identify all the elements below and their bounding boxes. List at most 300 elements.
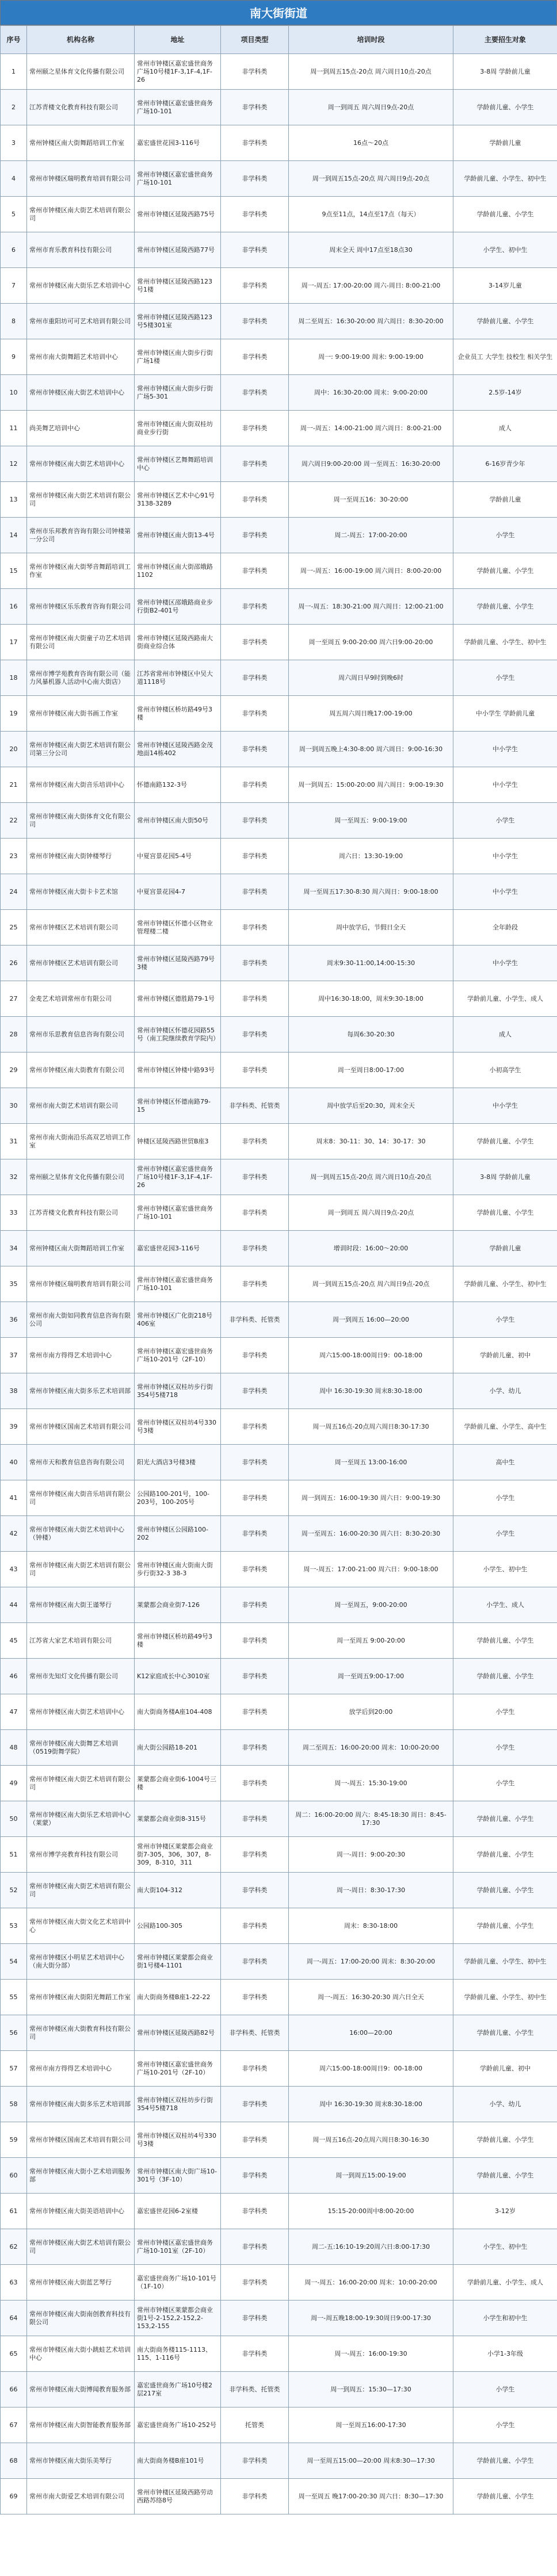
cell-index: 39	[1, 1409, 27, 1445]
cell-address: 常州市钟楼区南大街步行街广场5-301	[135, 375, 221, 411]
cell-type: 非学科类	[221, 518, 289, 553]
cell-type: 非学科类	[221, 2051, 289, 2087]
cell-address: 南大街商务楼A座104-408	[135, 1694, 221, 1730]
cell-type: 非学科类	[221, 2301, 289, 2336]
cell-name: 常州市南大街舞蹈艺术培训中心	[27, 339, 135, 375]
cell-name: 常州市钟楼区南大街艺术培训有限公司	[27, 1766, 135, 1801]
cell-type: 非学科类	[221, 197, 289, 232]
cell-target: 3-12岁	[453, 2194, 557, 2229]
cell-type: 非学科类、托管类	[221, 1088, 289, 1124]
page-title: 南大街街道	[0, 0, 557, 25]
cell-index: 9	[1, 339, 27, 375]
cell-type: 非学科类	[221, 482, 289, 518]
cell-type: 非学科类	[221, 2229, 289, 2265]
cell-time: 周一至周五 13:00-16:00	[289, 1445, 453, 1480]
cell-time: 周一到周五15点-20点 周六周日10点-20点	[289, 1159, 453, 1195]
cell-address: 常州市钟楼区邵娥路商业步行街B2-401号	[135, 589, 221, 625]
cell-time: 周六15:00-18:00周日9：00-18:00	[289, 2051, 453, 2087]
cell-address: 常州市钟楼区嘉宏盛世商务广场10号楼1F-3,1F-4,1F-26	[135, 54, 221, 90]
cell-index: 69	[1, 2479, 27, 2514]
cell-time: 周一-周五：16:30-20:30 周六日全天	[289, 1980, 453, 2015]
cell-time: 周一到周五 周六周日9点-20点	[289, 90, 453, 125]
cell-index: 35	[1, 1266, 27, 1302]
cell-target: 小学生、初中生	[453, 1552, 557, 1587]
cell-address: 常州市钟楼区延陵西路75号	[135, 197, 221, 232]
cell-target: 成人	[453, 411, 557, 446]
table-row	[1, 1659, 557, 1694]
cell-type: 非学科类	[221, 411, 289, 446]
cell-index: 14	[1, 518, 27, 553]
cell-time: 周一到周五：15:30—17:30	[289, 2372, 453, 2407]
cell-address: 嘉宏盛世花园6-2室楼	[135, 2194, 221, 2229]
cell-index: 32	[1, 1159, 27, 1195]
cell-name: 常州市南大街爱艺术培训有限公司	[27, 2479, 135, 2514]
cell-time: 周一至周五：9:00-19:00	[289, 803, 453, 839]
table-row	[1, 1480, 557, 1516]
cell-index: 63	[1, 2265, 27, 2301]
cell-address: 常州市钟楼区延陵西路劳动西路苏络8号	[135, 2479, 221, 2514]
cell-time: 周一到周五：16:00-19:30 周六日：9:00-19:30	[289, 1480, 453, 1516]
cell-address: 嘉宏盛世商务广场10号楼2层217室	[135, 2372, 221, 2407]
cell-name: 金麦艺术培训常州市有限公司	[27, 981, 135, 1017]
cell-index: 17	[1, 625, 27, 660]
cell-target: 学龄前儿童、小学生	[453, 1908, 557, 1944]
table-row	[1, 411, 557, 446]
cell-index: 30	[1, 1088, 27, 1124]
cell-name: 常州市钟楼区南大街博闻教育服务部	[27, 2372, 135, 2407]
table-row	[1, 1159, 557, 1195]
cell-index: 37	[1, 1338, 27, 1373]
table-row	[1, 197, 557, 232]
cell-time: 周一到周五15点-20点 周六周日9点-20点	[289, 161, 453, 197]
cell-time: 周一到周五：15:00-20:00 周六周日：9:00-19:30	[289, 767, 453, 803]
cell-target: 3-14岁儿童	[453, 268, 557, 304]
cell-name: 常州市钟楼区南大街艺术培训有限公司	[27, 482, 135, 518]
table-row	[1, 482, 557, 518]
table-row	[1, 2407, 557, 2443]
cell-name: 常州市钟楼区南大街艺术培训有限公司第三分公司	[27, 732, 135, 767]
cell-name: 常州市钟楼区南大街阳光舞蹈工作室	[27, 1980, 135, 2015]
table-row	[1, 2051, 557, 2087]
cell-index: 50	[1, 1801, 27, 1837]
table-row	[1, 1801, 557, 1837]
cell-address: 常州市钟楼区怀德南路79-15	[135, 1088, 221, 1124]
cell-time: 周一到周五15点-20点 周六周日10点-20点	[289, 54, 453, 90]
cell-name: 常州市钟楼区南大街小艺术培训服务部	[27, 2158, 135, 2194]
cell-time: 周一周五16点-20点周六周日8:30-16:30	[289, 2122, 453, 2158]
cell-type: 非学科类	[221, 1338, 289, 1373]
cell-index: 22	[1, 803, 27, 839]
cell-time: 周六周日9:00-20:00 周一至周五：16:30-20:00	[289, 446, 453, 482]
cell-name: 常州市南大街南沿乐高双艺培训工作室	[27, 1124, 135, 1159]
cell-address: 阳光大酒店3号楼3楼	[135, 1445, 221, 1480]
cell-type: 非学科类	[221, 874, 289, 910]
cell-index: 27	[1, 981, 27, 1017]
cell-address: 常州市钟楼区艺舞舞蹈培训中心	[135, 446, 221, 482]
cell-time: 周中放学后至20:30，周末全天	[289, 1088, 453, 1124]
cell-index: 18	[1, 660, 27, 696]
table-row	[1, 2479, 557, 2514]
cell-index: 49	[1, 1766, 27, 1801]
cell-target: 学龄前儿童、初中	[453, 1338, 557, 1373]
table-row	[1, 874, 557, 910]
cell-index: 31	[1, 1124, 27, 1159]
table-row	[1, 660, 557, 696]
cell-type: 非学科类	[221, 2087, 289, 2122]
cell-type: 非学科类	[221, 161, 289, 197]
cell-time: 周六日：13:30-19:00	[289, 839, 453, 874]
cell-target: 学龄前儿童、小学生、初中生	[453, 625, 557, 660]
cell-address: 中夏宫景花园4-7	[135, 874, 221, 910]
cell-name: 常州市钟楼区瑞明教育培训有限公司	[27, 161, 135, 197]
cell-name: 常州市钟楼区瑞明教育培训有限公司	[27, 1266, 135, 1302]
cell-type: 非学科类	[221, 1159, 289, 1195]
cell-name: 常州市钟楼区南大街智能教育服务部	[27, 2407, 135, 2443]
table-row	[1, 1730, 557, 1766]
table-row	[1, 1124, 557, 1159]
table-row	[1, 981, 557, 1017]
table-header-row	[1, 26, 557, 54]
cell-target: 中小学生	[453, 839, 557, 874]
cell-target: 小学生	[453, 1480, 557, 1516]
cell-index: 56	[1, 2015, 27, 2051]
cell-type: 非学科类	[221, 660, 289, 696]
cell-address: 嘉宏盛世花园3-116号	[135, 125, 221, 161]
cell-name: 常州市重阳坊可可艺术培训有限公司	[27, 304, 135, 339]
cell-index: 8	[1, 304, 27, 339]
cell-address: 常州市钟楼区艺术中心91号3138-3289	[135, 482, 221, 518]
cell-target: 全年龄段	[453, 910, 557, 946]
cell-time: 16点～20点	[289, 125, 453, 161]
cell-index: 34	[1, 1231, 27, 1266]
table-row	[1, 518, 557, 553]
cell-target: 学龄前儿童、小学生	[453, 304, 557, 339]
cell-address: 常州市钟楼区南大街步行街广场1楼	[135, 339, 221, 375]
cell-address: 常州市钟楼区双桂坊步行街354号5楼718	[135, 1373, 221, 1409]
cell-type: 非学科类	[221, 1908, 289, 1944]
cell-type: 非学科类	[221, 803, 289, 839]
cell-time: 周一-周五：16:00-20:00 周末：10:00-20:00	[289, 2265, 453, 2301]
cell-time: 周中放学后，节假日全天	[289, 910, 453, 946]
cell-type: 非学科类	[221, 767, 289, 803]
cell-time: 周中 16:30-19:30 周末8:30-18:00	[289, 2087, 453, 2122]
cell-time: 周末8：30-11：30、14：30-17：30	[289, 1124, 453, 1159]
cell-name: 常州市钟楼区小明星艺术培训中心（南大街分部）	[27, 1944, 135, 1980]
table-row	[1, 375, 557, 411]
cell-name: 常州市钟楼区南大街蓝艺琴行	[27, 2265, 135, 2301]
cell-name: 常州市钟楼区南大街乐艺术培训中心	[27, 268, 135, 304]
table-row	[1, 696, 557, 732]
cell-target: 小学生、成人	[453, 1587, 557, 1623]
cell-type: 非学科类	[221, 1659, 289, 1694]
cell-index: 44	[1, 1587, 27, 1623]
cell-target: 中小学生	[453, 1088, 557, 1124]
cell-index: 3	[1, 125, 27, 161]
cell-target: 学龄前儿童、小学生	[453, 2122, 557, 2158]
cell-address: 南大街商务楼B座1-22-22	[135, 1980, 221, 2015]
cell-address: 钟楼区延陵西路世贸B座3	[135, 1124, 221, 1159]
cell-time: 周一-周五：17:00-21:00 周六日：9:00-18:00	[289, 1552, 453, 1587]
cell-name: 常州颐之星体育文化传播有限公司	[27, 54, 135, 90]
cell-target: 中小学生	[453, 874, 557, 910]
cell-target: 学龄前儿童、小学生	[453, 2479, 557, 2514]
table-row	[1, 1195, 557, 1231]
cell-index: 68	[1, 2443, 27, 2479]
cell-target: 3-8周 学龄前儿童	[453, 54, 557, 90]
cell-name: 常州市钟楼区南大街艺术培训有限公司	[27, 1552, 135, 1587]
table-row	[1, 2087, 557, 2122]
cell-name: 常州市钟楼区南大街体育文化有限公司	[27, 803, 135, 839]
cell-target: 小初高学生	[453, 1052, 557, 1088]
cell-name: 常州市钟楼区南大街乐美琴行	[27, 2443, 135, 2479]
header-address: 地址	[135, 26, 221, 54]
cell-name: 常州市钟楼区南大街教育科技有限公司	[27, 2015, 135, 2051]
table-row	[1, 2229, 557, 2265]
cell-index: 33	[1, 1195, 27, 1231]
cell-target: 小学、幼儿	[453, 2087, 557, 2122]
cell-name: 常州市钟楼区南大街小跳蛙艺术培训中心	[27, 2336, 135, 2372]
cell-type: 非学科类	[221, 2158, 289, 2194]
cell-address: 常州市钟楼区南大街邵娥路1102	[135, 553, 221, 589]
cell-target: 学龄前儿童、小学生、初中生	[453, 1944, 557, 1980]
cell-target: 学龄前儿童、小学生	[453, 90, 557, 125]
cell-target: 学龄前儿童、小学生	[453, 1801, 557, 1837]
cell-time: 周一-周五：16:00-19:30	[289, 2336, 453, 2372]
cell-address: 嘉宏盛世花园3-116号	[135, 1231, 221, 1266]
cell-target: 中小学生 学龄前儿童	[453, 696, 557, 732]
table-row	[1, 625, 557, 660]
table-row	[1, 553, 557, 589]
table-row	[1, 910, 557, 946]
cell-type: 非学科类	[221, 1195, 289, 1231]
cell-index: 21	[1, 767, 27, 803]
cell-time: 9点至11点，14点至17点（每天）	[289, 197, 453, 232]
cell-target: 学龄前儿童、小学生	[453, 197, 557, 232]
table-row	[1, 2158, 557, 2194]
cell-address: 常州市钟楼区南大街广场10-301号（3F-10）	[135, 2158, 221, 2194]
cell-address: 南大街商务楼115-1113、115、1-116号	[135, 2336, 221, 2372]
cell-name: 常州市钟楼区南大街音乐培训中心	[27, 767, 135, 803]
cell-target: 高中生	[453, 1445, 557, 1480]
cell-target: 小学生和初中生	[453, 2301, 557, 2336]
cell-name: 常州市钟楼区南大街南创教育科技有限公司	[27, 2301, 135, 2336]
cell-time: 周六15:00-18:00周日9：00-18:00	[289, 1338, 453, 1373]
cell-name: 常州钟楼区南大街舞蹈培训工作室	[27, 1231, 135, 1266]
cell-time: 周一到周五晚上4:30-8:00 周六周日：9:00-16:30	[289, 732, 453, 767]
cell-time: 周中 16:30-19:30 周末8:30-18:00	[289, 1373, 453, 1409]
cell-target: 学龄前儿童、小学生、初中生	[453, 1266, 557, 1302]
cell-type: 非学科类	[221, 1944, 289, 1980]
cell-index: 59	[1, 2122, 27, 2158]
table-row	[1, 2265, 557, 2301]
table-row	[1, 1409, 557, 1445]
cell-time: 周一到周五15:00-19:00	[289, 2158, 453, 2194]
cell-target: 小学生、初中生	[453, 2229, 557, 2265]
cell-time: 周一至周五 9:00-20:00	[289, 1623, 453, 1659]
cell-target: 学龄前儿童	[453, 482, 557, 518]
cell-type: 非学科类、托管类	[221, 1302, 289, 1338]
header-target: 主要招生对象	[453, 26, 557, 54]
cell-target: 学龄前儿童、小学生、成人	[453, 2265, 557, 2301]
cell-target: 3-8周 学龄前儿童	[453, 1159, 557, 1195]
cell-name: 常州市钟楼区南大街艺术培训中心	[27, 446, 135, 482]
cell-name: 常州市钟楼区南大街音乐培训有限公司	[27, 1480, 135, 1516]
cell-target: 企业员工 大学生 技校生 相关学生	[453, 339, 557, 375]
cell-index: 20	[1, 732, 27, 767]
cell-time: 周末：8:30-18:00	[289, 1908, 453, 1944]
table-row	[1, 946, 557, 981]
cell-target: 小学生	[453, 803, 557, 839]
cell-type: 非学科类	[221, 125, 289, 161]
institutions-table	[0, 25, 557, 2514]
cell-time: 周一到周五15点-20点 周六周日9点-20点	[289, 1266, 453, 1302]
table-row	[1, 1088, 557, 1124]
cell-index: 40	[1, 1445, 27, 1480]
cell-index: 47	[1, 1694, 27, 1730]
table-row	[1, 1623, 557, 1659]
cell-type: 非学科类	[221, 696, 289, 732]
table-row	[1, 1373, 557, 1409]
cell-type: 非学科类	[221, 339, 289, 375]
cell-type: 非学科类	[221, 304, 289, 339]
cell-address: 常州市钟楼区延陵西路79号3楼	[135, 946, 221, 981]
cell-address: 常州市钟楼区南大街南大街步行街32-3 38-3	[135, 1552, 221, 1587]
cell-name: 常州市钟楼区乐乐教育咨询有限公司	[27, 589, 135, 625]
cell-index: 67	[1, 2407, 27, 2443]
cell-time: 周一至周五，9:00-20:00	[289, 1587, 453, 1623]
cell-address: 嘉宏盛世商务广场10-252号	[135, 2407, 221, 2443]
cell-address: 常州市钟楼区莱蒙都会商业街1号楼4-1101	[135, 1944, 221, 1980]
cell-time: 周中16:30-18:00，周末9:30-18:00	[289, 981, 453, 1017]
cell-name: 常州市钟楼区南大街乐艺术培训中心（莱蒙）	[27, 1801, 135, 1837]
cell-address: 常州市钟楼区德胜路79-1号	[135, 981, 221, 1017]
table-row	[1, 1338, 557, 1373]
cell-index: 7	[1, 268, 27, 304]
cell-address: 南大街公园路18-201	[135, 1730, 221, 1766]
table-row	[1, 1873, 557, 1908]
cell-time: 周一-周五：17:00-20:00 周末：8:30-20:00	[289, 1944, 453, 1980]
cell-name: 常州市钟楼区南大街艺术培训有限公司	[27, 2229, 135, 2265]
table-row	[1, 732, 557, 767]
cell-type: 非学科类	[221, 90, 289, 125]
cell-target: 小学生、初中生	[453, 232, 557, 268]
cell-name: 常州市钟楼区南大街美语培训中心	[27, 2194, 135, 2229]
table-row	[1, 1052, 557, 1088]
cell-type: 非学科类	[221, 1552, 289, 1587]
cell-time: 周一至周日8:00-17:00	[289, 1052, 453, 1088]
cell-target: 学龄前儿童、小学生	[453, 1659, 557, 1694]
cell-address: 常州市钟楼区延陵西路南大街商业综合体	[135, 625, 221, 660]
cell-index: 15	[1, 553, 27, 589]
cell-name: 常州市育乐教育科技有限公司	[27, 232, 135, 268]
cell-index: 66	[1, 2372, 27, 2407]
cell-time: 周末9:30-11:00,14:00-15:30	[289, 946, 453, 981]
table-row	[1, 2336, 557, 2372]
cell-name: 常州市钟楼区南大街舞艺术培训（0519街舞学院）	[27, 1730, 135, 1766]
cell-type: 非学科类	[221, 1266, 289, 1302]
cell-time: 周一-周日：9:00-20:30	[289, 1837, 453, 1873]
table-body	[1, 54, 557, 2514]
cell-name: 江苏青楼文化教育科技有限公司	[27, 90, 135, 125]
cell-index: 10	[1, 375, 27, 411]
cell-time: 15:15-20:00周中8:00-20:00	[289, 2194, 453, 2229]
cell-name: 常州市南方得得艺术培训中心	[27, 2051, 135, 2087]
cell-time: 16:00—20:00	[289, 2015, 453, 2051]
cell-address: 怀德南路132-3号	[135, 767, 221, 803]
cell-name: 常州市天和教育信息咨询有限公司	[27, 1445, 135, 1480]
cell-time: 周二：16:00-20:00 周六：8:45-18:30 周日：8:45-17:30	[289, 1801, 453, 1837]
table-row	[1, 1908, 557, 1944]
cell-time: 周五周六周日晚17:00-19:00	[289, 696, 453, 732]
cell-name: 江苏青楼文化教育科技有限公司	[27, 1195, 135, 1231]
cell-target: 学龄前儿童	[453, 125, 557, 161]
cell-type: 非学科类	[221, 1124, 289, 1159]
cell-name: 常州市钟楼区南大街艺术培训中心（钟楼）	[27, 1516, 135, 1552]
cell-name: 常州市钟楼区南大街多乐艺术培训部	[27, 2087, 135, 2122]
cell-time: 周一至周五 9:00-20:00 周六日9:00-20:00	[289, 625, 453, 660]
cell-address: 江苏省常州市钟楼区中吴大道1118号	[135, 660, 221, 696]
table-row	[1, 161, 557, 197]
table-row	[1, 1980, 557, 2015]
cell-type: 非学科类	[221, 1766, 289, 1801]
cell-name: 常州市钟楼区国南艺术培训有限公司	[27, 1409, 135, 1445]
cell-time: 周一至周五17:30-8:30 周六周日：9:00-18:00	[289, 874, 453, 910]
cell-type: 非学科类	[221, 1980, 289, 2015]
cell-index: 46	[1, 1659, 27, 1694]
cell-type: 非学科类	[221, 1623, 289, 1659]
cell-index: 58	[1, 2087, 27, 2122]
cell-address: 常州市钟楼区延陵西路金茂地面14栋402	[135, 732, 221, 767]
cell-address: 常州市钟楼区南大街13-4号	[135, 518, 221, 553]
cell-target: 学龄前儿童、小学生、初中生	[453, 1980, 557, 2015]
table-row	[1, 1944, 557, 1980]
table-row	[1, 1231, 557, 1266]
cell-name: 常州钟楼区南大街舞蹈培训工作室	[27, 125, 135, 161]
cell-address: 常州市钟楼区嘉宏盛世商务广场10号楼1F-3,1F-4,1F-26	[135, 1159, 221, 1195]
cell-name: 常州市乐思教育信息咨询有限公司	[27, 1017, 135, 1052]
cell-index: 64	[1, 2301, 27, 2336]
cell-address: 常州市钟楼区怀德小区物业管理楼二楼	[135, 910, 221, 946]
cell-index: 24	[1, 874, 27, 910]
table-row	[1, 1694, 557, 1730]
cell-type: 非学科类	[221, 232, 289, 268]
table-row	[1, 767, 557, 803]
cell-address: 嘉宏盛世商务广场10-101号（1F-10）	[135, 2265, 221, 2301]
cell-time: 周一周五16点-20点周六周日8:30-17:30	[289, 1409, 453, 1445]
cell-index: 5	[1, 197, 27, 232]
cell-address: 常州市钟楼区莱蒙都会商业街7-305，306，307，8-309，8-310，311	[135, 1837, 221, 1873]
cell-type: 非学科类	[221, 1694, 289, 1730]
cell-type: 非学科类	[221, 2194, 289, 2229]
cell-time: 放学后到20:00	[289, 1694, 453, 1730]
table-row	[1, 2443, 557, 2479]
cell-target: 学龄前儿童、小学生、高中生	[453, 1409, 557, 1445]
cell-index: 57	[1, 2051, 27, 2087]
table-row	[1, 54, 557, 90]
cell-type: 非学科类	[221, 1231, 289, 1266]
cell-target: 学龄前儿童、小学生	[453, 1623, 557, 1659]
cell-type: 非学科类	[221, 910, 289, 946]
cell-address: 常州市钟楼区公园路100-202	[135, 1516, 221, 1552]
cell-index: 12	[1, 446, 27, 482]
table-row	[1, 1552, 557, 1587]
cell-type: 非学科类	[221, 1801, 289, 1837]
cell-type: 非学科类	[221, 1873, 289, 1908]
cell-time: 周一至周五 晚17:00-20:30 周六日：8:30—17:30	[289, 2479, 453, 2514]
cell-address: 常州市钟楼区延陵西路123号5楼301室	[135, 304, 221, 339]
cell-type: 非学科类、托管类	[221, 2372, 289, 2407]
cell-time: 周二-周五：17:00-20:00	[289, 518, 453, 553]
